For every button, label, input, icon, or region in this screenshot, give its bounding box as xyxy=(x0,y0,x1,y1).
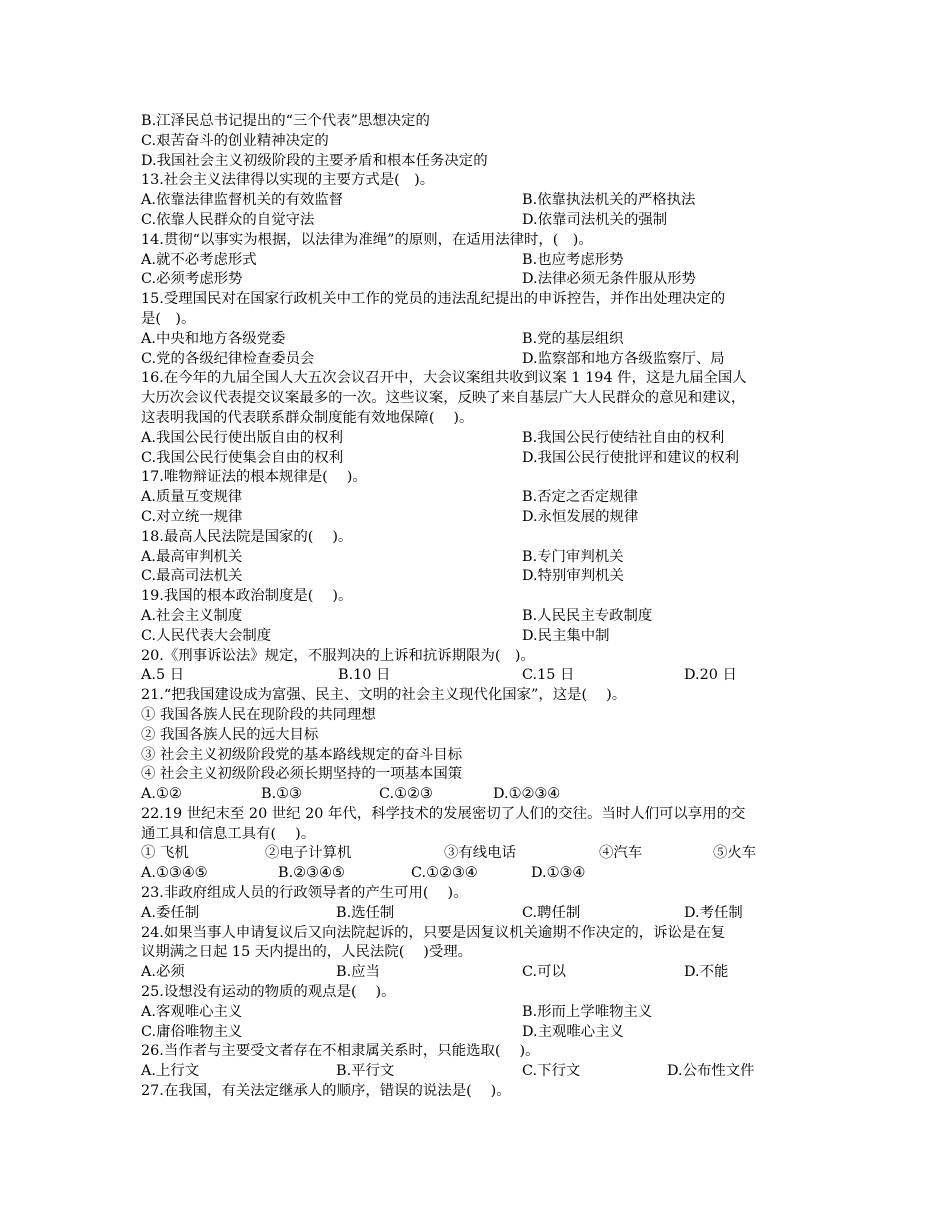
option-d: D.考任制 xyxy=(684,904,743,921)
option-d: D.①③④ xyxy=(531,865,586,882)
question-stem-24-cont: 议期满之日起 15 天内提出的，人民法院( )受理。 xyxy=(141,944,473,961)
option-d: D.法律必须无条件服从形势 xyxy=(522,271,696,288)
option-d: D.特别审判机关 xyxy=(522,568,624,585)
option-d: D.20 日 xyxy=(684,667,737,684)
option-c: C.对立统一规律 xyxy=(141,508,243,525)
option-row xyxy=(141,1023,821,1043)
option-c: C.①②③④ xyxy=(411,865,478,882)
option-row xyxy=(141,963,821,983)
option-c: C.可以 xyxy=(522,964,566,981)
option-c: C.聘任制 xyxy=(522,904,581,921)
option-b: B.形而上学唯物主义 xyxy=(522,1003,653,1020)
option-c: C.我国公民行使集会自由的权利 xyxy=(141,449,344,466)
statement-item: ① 我国各族人民在现阶段的共同理想 xyxy=(141,706,376,723)
option-row xyxy=(141,666,821,686)
option-c: C.必须考虑形势 xyxy=(141,271,243,288)
option-row xyxy=(141,607,821,627)
statement-item: ④ 社会主义初级阶段必须长期坚持的一项基本国策 xyxy=(141,766,463,783)
option-row xyxy=(141,864,821,884)
option-a: A.上行文 xyxy=(141,1063,200,1080)
option-d: D.不能 xyxy=(684,964,729,981)
question-stem-18: 18.最高人民法院是国家的( )。 xyxy=(141,528,353,545)
option-b: B.依靠执法机关的严格执法 xyxy=(522,192,696,209)
statement-item: ② 我国各族人民的远大目标 xyxy=(141,726,319,743)
question-stem-13: 13.社会主义法律得以实现的主要方式是( )。 xyxy=(141,172,435,189)
option-a: A.①③④⑤ xyxy=(141,865,208,882)
option-c: C.人民代表大会制度 xyxy=(141,627,272,644)
question-stem-15-cont: 是( )。 xyxy=(141,310,196,327)
option-row xyxy=(141,211,821,231)
option-b: B.人民民主专政制度 xyxy=(522,607,653,624)
question-stem-26: 26.当作者与主要受文者存在不相隶属关系时，只能选取( )。 xyxy=(141,1043,540,1060)
option-b: B.应当 xyxy=(336,964,380,981)
option-line: B.江泽民总书记提出的“三个代表”思想决定的 xyxy=(141,113,430,129)
question-stem-19: 19.我国的根本政治制度是( )。 xyxy=(141,588,353,605)
option-a: A.必须 xyxy=(141,964,185,981)
option-b: B.专门审判机关 xyxy=(522,548,624,565)
option-c: C.最高司法机关 xyxy=(141,568,243,585)
option-row xyxy=(141,191,821,211)
question-stem-23: 23.非政府组成人员的行政领导者的产生可用( )。 xyxy=(141,885,468,902)
option-b: B.选任制 xyxy=(336,904,395,921)
option-c: C.①②③ xyxy=(379,786,433,803)
option-d: D.依靠司法机关的强制 xyxy=(522,211,668,228)
question-stem-22: 22.19 世纪末至 20 世纪 20 年代，科学技术的发展密切了人们的交往。当时人们可以享用的交 xyxy=(141,805,746,822)
question-stem-17: 17.唯物辩证法的根本规律是( )。 xyxy=(141,469,367,486)
question-stem-16-cont: 大历次会议代表提交议案最多的一次。这些议案，反映了来自基层广大人民群众的意见和建议， xyxy=(141,390,746,407)
question-stem-22-cont: 通工具和信息工具有( )。 xyxy=(141,825,316,842)
option-a: A.①② xyxy=(141,786,182,803)
statement-item: ⑤火车 xyxy=(713,845,757,862)
question-stem-16: 16.在今年的九届全国人大五次会议召开中，大会议案组共收到议案 1 194 件，这是九届全国人 xyxy=(141,370,747,387)
option-row xyxy=(141,508,821,528)
option-row xyxy=(141,251,821,271)
option-b: B.①③ xyxy=(261,786,302,803)
option-b: B.党的基层组织 xyxy=(522,330,624,347)
option-row xyxy=(141,488,821,508)
option-b: B.否定之否定规律 xyxy=(522,489,638,506)
option-b: B.10 日 xyxy=(338,667,391,684)
option-a: A.5 日 xyxy=(141,667,185,684)
option-b: B.我国公民行使结社自由的权利 xyxy=(522,429,725,446)
statement-item: ②电子计算机 xyxy=(265,845,352,862)
option-row xyxy=(141,449,821,469)
option-d: D.民主集中制 xyxy=(522,627,610,644)
statement-item: ③有线电话 xyxy=(444,845,516,862)
statement-row xyxy=(141,844,821,864)
question-list xyxy=(141,112,821,1102)
option-d: D.公布性文件 xyxy=(667,1063,755,1080)
option-a: A.中央和地方各级党委 xyxy=(141,330,286,347)
option-b: B.平行文 xyxy=(336,1063,395,1080)
option-row xyxy=(141,350,821,370)
question-stem-25: 25.设想没有运动的物质的观点是( )。 xyxy=(141,984,396,1001)
option-row xyxy=(141,785,821,805)
option-row xyxy=(141,627,821,647)
option-a: A.客观唯心主义 xyxy=(141,1003,243,1020)
option-c: C.党的各级纪律检查委员会 xyxy=(141,350,315,367)
option-d: D.①②③④ xyxy=(493,786,561,803)
option-d: D.我国公民行使批评和建议的权利 xyxy=(522,449,740,466)
option-c: C.依靠人民群众的自觉守法 xyxy=(141,211,315,228)
statement-item: ④汽车 xyxy=(599,845,643,862)
question-stem-15: 15.受理国民对在国家行政机关中工作的党员的违法乱纪提出的申诉控告，并作出处理决定的 xyxy=(141,291,726,308)
option-line: D.我国社会主义初级阶段的主要矛盾和根本任务决定的 xyxy=(141,152,488,169)
option-line: C.艰苦奋斗的创业精神决定的 xyxy=(141,132,329,149)
option-row xyxy=(141,429,821,449)
option-b: B.②③④⑤ xyxy=(278,865,345,882)
option-row xyxy=(141,567,821,587)
option-row xyxy=(141,904,821,924)
option-a: A.社会主义制度 xyxy=(141,607,243,624)
option-a: A.最高审判机关 xyxy=(141,548,243,565)
option-c: C.15 日 xyxy=(522,667,575,684)
option-c: C.下行文 xyxy=(522,1063,581,1080)
option-row xyxy=(141,1062,821,1082)
option-a: A.我国公民行使出版自由的权利 xyxy=(141,429,344,446)
option-a: A.委任制 xyxy=(141,904,200,921)
statement-item: ① 飞机 xyxy=(141,845,189,862)
option-d: D.监察部和地方各级监察厅、局 xyxy=(522,350,725,367)
option-d: D.永恒发展的规律 xyxy=(522,508,639,525)
question-stem-21: 21.“把我国建设成为富强、民主、文明的社会主义现代化国家”，这是( )。 xyxy=(141,687,627,704)
option-row xyxy=(141,330,821,350)
option-b: B.也应考虑形势 xyxy=(522,251,624,268)
option-a: A.质量互变规律 xyxy=(141,489,243,506)
option-d: D.主观唯心主义 xyxy=(522,1023,624,1040)
option-a: A.就不必考虑形式 xyxy=(141,251,257,268)
question-stem-24: 24.如果当事人申请复议后又向法院起诉的，只要是因复议机关逾期不作决定的，诉讼是在复 xyxy=(141,924,726,941)
statement-item: ③ 社会主义初级阶段党的基本路线规定的奋斗目标 xyxy=(141,746,463,763)
question-stem-20: 20.《刑事诉讼法》规定，不服判决的上诉和抗诉期限为( )。 xyxy=(141,647,535,664)
question-stem-16-cont: 这表明我国的代表联系群众制度能有效地保障( )。 xyxy=(141,409,474,426)
option-row xyxy=(141,548,821,568)
question-stem-14: 14.贯彻“以事实为根据，以法律为准绳”的原则，在适用法律时，( )。 xyxy=(141,231,593,248)
option-a: A.依靠法律监督机关的有效监督 xyxy=(141,192,344,209)
option-row xyxy=(141,270,821,290)
option-row xyxy=(141,1003,821,1023)
question-stem-27: 27.在我国，有关法定继承人的顺序，错误的说法是( )。 xyxy=(141,1083,511,1100)
option-c: C.庸俗唯物主义 xyxy=(141,1023,243,1040)
